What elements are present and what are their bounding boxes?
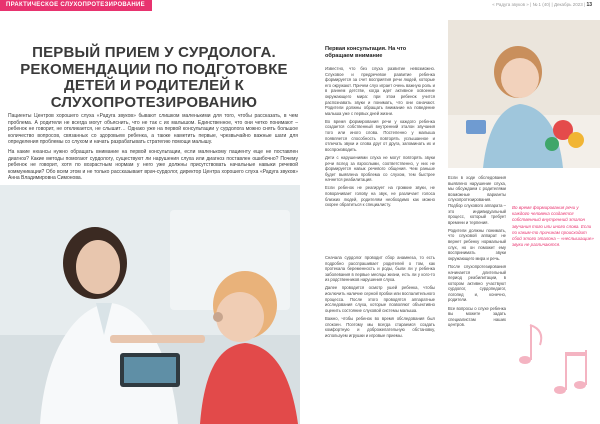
- body-column-2: [448, 175, 506, 330]
- body-paragraph: Если в ходе обследования выявлено нарушение слуха, мы обсуждаем с родителями возможные варианты слухопротезирования. Подбор слухового аппарата – это индивидуальный процесс, который требует времени и терпения.: [448, 175, 506, 225]
- body-paragraph: Далее проводится осмотр ушей ребенка, чтобы исключить наличие серной пробки или воспалительного процесса. После этого проводятся аппаратные исследования слуха, которые позволяют объективно оценить состояние слуховой системы малыша.: [325, 285, 435, 313]
- body-paragraph: Известно, что без слуха развитие невозможно. Слуховое и предречевое развитие ребенка формируется за счет восприятия речи людей, которые его окружают. Причем слух играет очень важную роль и в раннем детстве, когда идет активное освоение окружающего мира: при этом ребенок учится распознавать звуки и понимать, что они означают. Родители должны обращать внимание на поведение малыша уже с первых дней жизни.: [325, 66, 435, 116]
- body-paragraph: После слухопротезирования начинается длительный период реабилитации, в котором активно участвуют сурдолог, сурдопедагог, логопед и, конечно, родители.: [448, 263, 506, 303]
- music-notes-decoration: [505, 290, 600, 424]
- body-paragraph: Сначала сурдолог проводит сбор анамнеза, то есть подробно расспрашивает родителей о том, как протекала беременность и роды, были ли у ребенка заболевания в первые месяцы жизни, есть ли у кого-то из родственников нарушения слуха.: [325, 255, 435, 283]
- article-title: ПЕРВЫЙ ПРИЕМ У СУРДОЛОГА. РЕКОМЕНДАЦИИ ПО ПОДГОТОВКЕ ДЕТЕЙ И РОДИТЕЛЕЙ К СЛУХОПРОТЕЗИРОВАНИЮ: [20, 44, 288, 111]
- running-head-text: « Радуга звуков » | № 1 (40) | Декабрь 2023 |: [492, 2, 586, 7]
- body-paragraph: Все вопросы о слухе ребенка вы можете задать специалистам наших центров.: [448, 305, 506, 328]
- child-toy-illustration: [448, 20, 600, 168]
- body-paragraph: Если ребенок не реагирует на громкие звуки, не поворачивает голову на звук, не различает голоса близких людей, родителям необходимо как можно скорее обратиться к специалисту.: [325, 185, 435, 208]
- lead-paragraph: На какие нюансы нужно обращать внимание на первой консультации, если маленькому пациенту еще не поставлен диагноз? Какие методы помогают сурдологу, существуют ли нарушения слуха или диагноз поставлен ошибочно? Почему ребенок не говорит, хотя по возрастным нормам у него уже должны присутствовать начальные навыки речевой коммуникации? Обо всем этом и не только рассказывает врач-сурдолог, директор Центра хорошего слуха «Радуга звуков» Анна Владимировна Симонова.: [8, 148, 298, 182]
- body-column-1: [325, 66, 435, 210]
- pull-quote: Во время формирования речи у каждого человека создается собственный внутренний эталон звучания того или иного слова. Если по каким-то причинам происходит сбой этого эталона – «неслышащие» звуки не различаются.: [512, 205, 594, 248]
- doctor-child-photo: [0, 185, 300, 424]
- body-paragraph: Родители должны понимать, что слуховой аппарат не вернет ребенку нормальный слух, но он поможет ему воспринимать звуки окружающего мира и речь.: [448, 227, 506, 261]
- body-paragraph: Дети с нарушениями слуха не могут повторять звуки речи вслед за взрослыми, соответственно, у них не формируется навык речевого общения. Чем раньше будет выявлена проблема со слухом, тем быстрее начнется реабилитация.: [325, 154, 435, 183]
- section-rubric: ПРАКТИЧЕСКОЕ СЛУХОПРОТЕЗИРОВАНИЕ: [0, 0, 152, 11]
- section-title: Первая консультация. На что обращаем внимание: [325, 46, 407, 59]
- page-number: 13: [586, 2, 592, 8]
- article-lead: [8, 113, 298, 185]
- body-column-1b: [325, 255, 435, 341]
- body-paragraph: Во время формирования речи у каждого ребенка создается собственный внутренний эталон звучания того или иного слова. Постепенно у малыша появляется способность повторять услышанное и отличать звуки и слова друг от друга, запоминать их и воспроизводить.: [325, 118, 435, 152]
- child-with-toy-photo: [448, 20, 600, 168]
- running-head: [492, 2, 592, 8]
- doctor-child-illustration: [0, 185, 300, 424]
- body-paragraph: Важно, чтобы ребенок во время обследования был спокоен. Поэтому мы всегда стараемся создать комфортную и доброжелательную обстановку, используем игрушки и игровые приемы.: [325, 315, 435, 338]
- lead-paragraph: Пациенты Центров хорошего слуха «Радуга звуков» бывают слишком маленькими для того, чтобы рассказать, в чем проблема. А родители не всегда могут объяснить, что не так с их малышом. Единственное, что они четко понимают – ребенок не говорит, не откликается, не слышит… Однако уже на первой консультации у сурдолога можно снять большое количество вопросов, связанных со здоровьем ребенка, а также наметить первые, чрезвычайно важные шаги для определения проблемы со слухом и начать разрабатывать стратегию помощи малышу.: [8, 113, 298, 146]
